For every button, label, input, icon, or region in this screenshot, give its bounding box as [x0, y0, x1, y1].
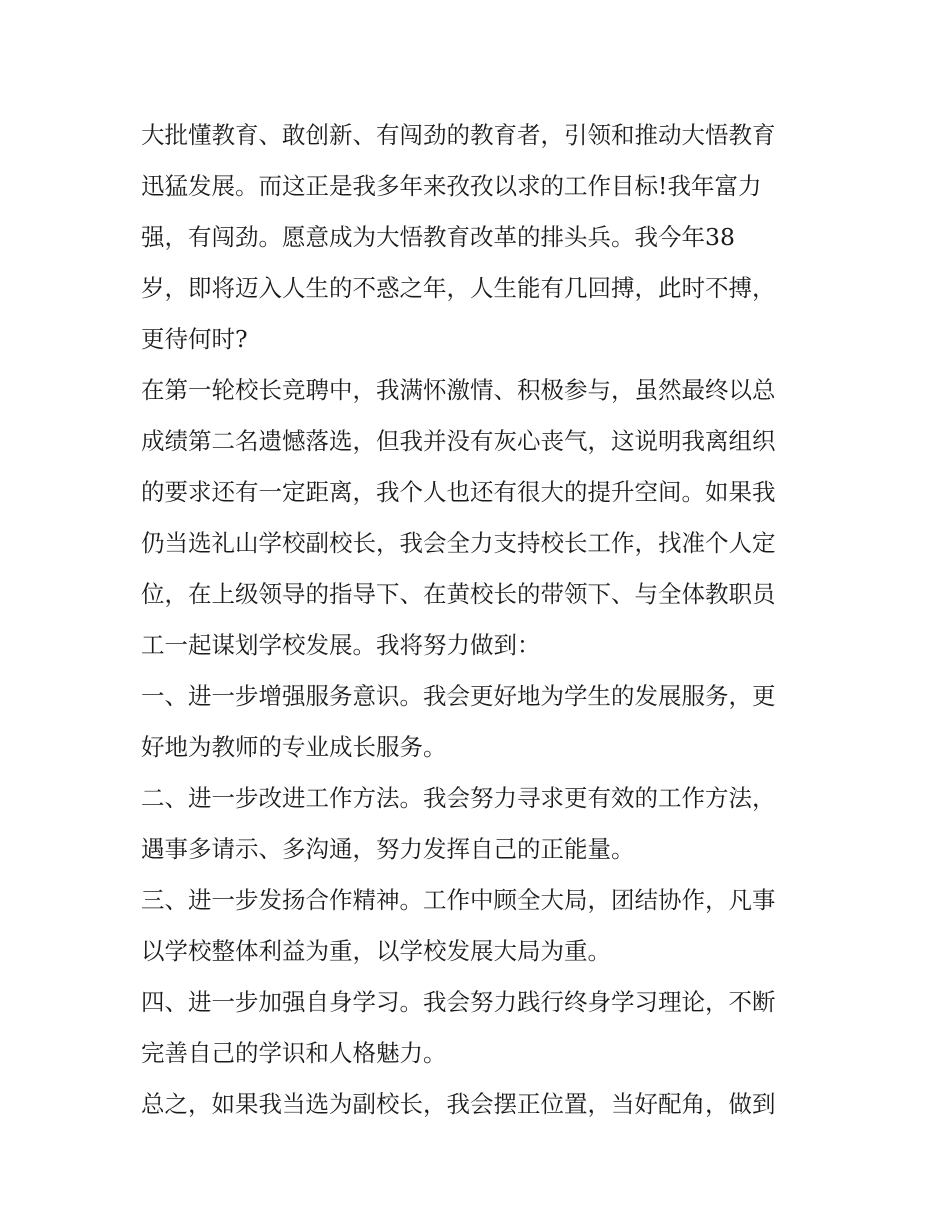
text-line: 四、进一步加强自身学习。我会努力践行终身学习理论，不断 [141, 988, 776, 1016]
document-body-text [141, 110, 821, 1130]
text-line: 岁，即将迈入人生的不惑之年，人生能有几回搏，此时不搏， [141, 274, 776, 302]
text-line: 完善自己的学识和人格魅力。 [141, 1039, 447, 1067]
text-line: 二、进一步改进工作方法。我会努力寻求更有效的工作方法， [141, 784, 776, 812]
text-line: 一、进一步增强服务意识。我会更好地为学生的发展服务，更 [141, 682, 776, 710]
text-line: 总之，如果我当选为副校长，我会摆正位置，当好配角，做到 [141, 1090, 776, 1118]
text-line: 仍当选礼山学校副校长，我会全力支持校长工作，找准个人定 [141, 529, 776, 557]
text-line: 大批懂教育、敢创新、有闯劲的教育者，引领和推动大悟教育 [141, 121, 776, 149]
text-line: 遇事多请示、多沟通，努力发挥自己的正能量。 [141, 835, 635, 863]
text-line: 三、进一步发扬合作精神。工作中顾全大局，团结协作，凡事 [141, 886, 776, 914]
text-line: 的要求还有一定距离，我个人也还有很大的提升空间。如果我 [141, 478, 776, 506]
text-line: 位，在上级领导的指导下、在黄校长的带领下、与全体教职员 [141, 580, 776, 608]
text-line: 更待何时? [141, 325, 248, 353]
text-line: 以学校整体利益为重，以学校发展大局为重。 [141, 937, 611, 965]
text-line: 强，有闯劲。愿意成为大悟教育改革的排头兵。我今年38 [141, 223, 735, 251]
text-line: 迅猛发展。而这正是我多年来孜孜以求的工作目标!我年富力 [141, 172, 762, 200]
text-line: 成绩第二名遗憾落选，但我并没有灰心丧气，这说明我离组织 [141, 427, 776, 455]
text-line: 工一起谋划学校发展。我将努力做到： [141, 631, 541, 659]
text-line: 在第一轮校长竞聘中，我满怀激情、积极参与，虽然最终以总 [141, 376, 776, 404]
text-line: 好地为教师的专业成长服务。 [141, 733, 447, 761]
